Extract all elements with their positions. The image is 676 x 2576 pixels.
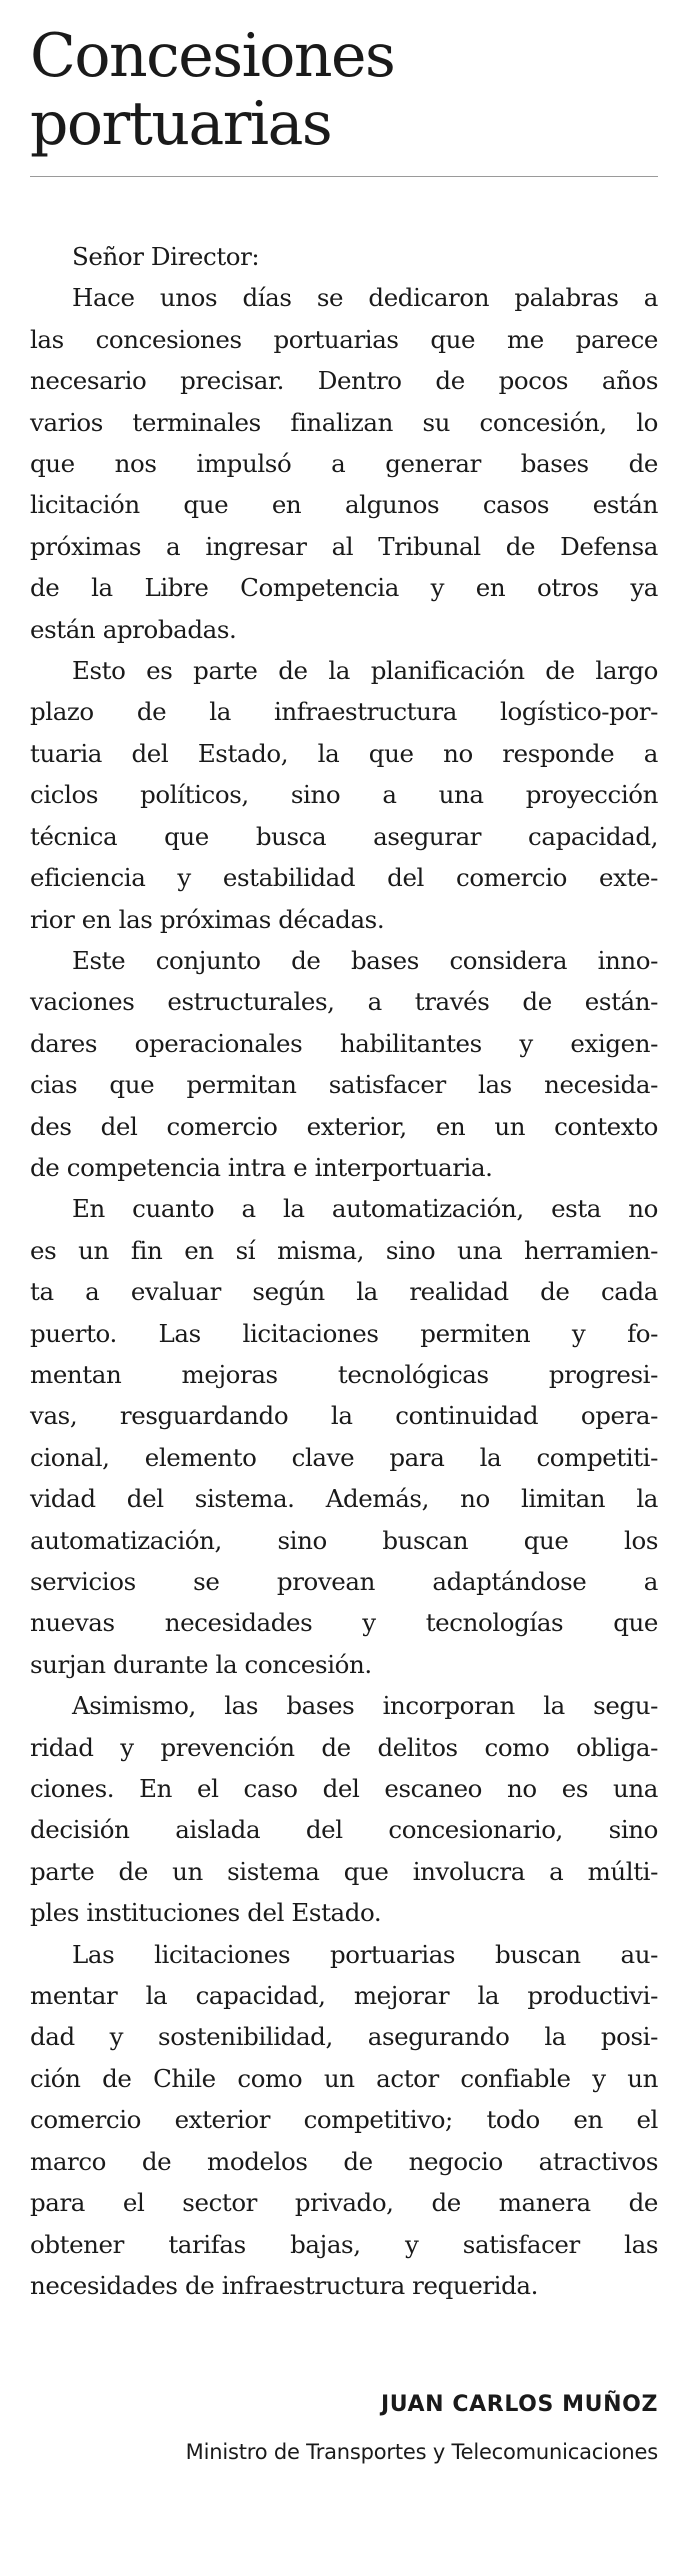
salutation: Señor Director: xyxy=(72,242,260,271)
paragraph-line: dares operacionales habilitantes y exigen- xyxy=(30,1028,658,1058)
paragraph-line: surjan durante la concesión. xyxy=(30,1649,372,1679)
paragraph-line: para el sector privado, de manera de xyxy=(30,2188,658,2218)
paragraph-line: marco de modelos de negocio atractivos xyxy=(30,2146,658,2176)
paragraph-line: ridad y prevención de delitos como obliga- xyxy=(30,1732,658,1762)
paragraph-line: de la Libre Competencia y en otros ya xyxy=(30,573,658,603)
paragraph-line: vidad del sistema. Además, no limitan la xyxy=(30,1484,658,1514)
paragraph-line: necesario precisar. Dentro de pocos años xyxy=(30,366,658,396)
paragraph-line: ciclos políticos, sino a una proyección xyxy=(30,780,658,810)
paragraph-line: eficiencia y estabilidad del comercio exte- xyxy=(30,863,658,893)
paragraph-line: cias que permitan satisfacer las necesida- xyxy=(30,1070,658,1100)
author-role: Ministro de Transportes y Telecomunicaciones xyxy=(185,2440,658,2464)
paragraph-line: dad y sostenibilidad, asegurando la posi- xyxy=(30,2022,658,2052)
headline-divider xyxy=(30,176,658,177)
paragraph-line: las concesiones portuarias que me parece xyxy=(30,324,658,354)
paragraph-line: ción de Chile como un actor confiable y un xyxy=(30,2063,658,2093)
letter-body xyxy=(30,236,658,2306)
paragraph-line: licitación que en algunos casos están xyxy=(30,490,658,520)
paragraph-line: varios terminales finalizan su concesión, lo xyxy=(30,407,658,437)
paragraph-line: Este conjunto de bases considera inno- xyxy=(72,945,658,975)
paragraph-line: Las licitaciones portuarias buscan au- xyxy=(72,1939,658,1969)
paragraph-line: mentar la capacidad, mejorar la productivi- xyxy=(30,1981,658,2011)
paragraph-line: decisión aislada del concesionario, sino xyxy=(30,1815,658,1845)
paragraph-line: técnica que busca asegurar capacidad, xyxy=(30,821,658,851)
paragraph-line: servicios se provean adaptándose a xyxy=(30,1567,658,1596)
paragraph-line: des del comercio exterior, en un contexto xyxy=(30,1111,658,1141)
paragraph-line: Asimismo, las bases incorporan la segu- xyxy=(72,1691,658,1721)
paragraph-line: necesidades de infraestructura requerida. xyxy=(30,2270,538,2300)
paragraph-line: nuevas necesidades y tecnologías que xyxy=(30,1608,658,1638)
paragraph-line: plazo de la infraestructura logístico-por- xyxy=(30,697,658,727)
paragraph-line: puerto. Las licitaciones permiten y fo- xyxy=(30,1318,658,1348)
headline xyxy=(30,22,394,158)
paragraph-line: En cuanto a la automatización, esta no xyxy=(72,1194,658,1224)
paragraph-line: ta a evaluar según la realidad de cada xyxy=(30,1277,658,1307)
headline-line: portuarias xyxy=(30,89,332,159)
paragraph-line: vas, resguardando la continuidad opera- xyxy=(30,1401,658,1431)
paragraph-line: es un fin en sí misma, sino una herramien- xyxy=(30,1235,658,1265)
paragraph-line: cional, elemento clave para la competiti- xyxy=(30,1442,658,1472)
paragraph-line: mentan mejoras tecnológicas progresi- xyxy=(30,1359,658,1389)
paragraph-line: tuaria del Estado, la que no responde a xyxy=(30,738,658,768)
paragraph-line: rior en las próximas décadas. xyxy=(30,904,385,934)
paragraph-line: Esto es parte de la planificación de largo xyxy=(72,656,658,686)
paragraph-line: vaciones estructurales, a través de están- xyxy=(30,987,658,1017)
paragraph-line: comercio exterior competitivo; todo en el xyxy=(30,2105,658,2135)
headline-line: Concesiones xyxy=(30,21,395,91)
author-name: JUAN CARLOS MUÑOZ xyxy=(380,2392,658,2417)
paragraph-line: próximas a ingresar al Tribunal de Defensa xyxy=(30,531,658,561)
paragraph-line: obtener tarifas bajas, y satisfacer las xyxy=(30,2229,658,2259)
paragraph-line: automatización, sino buscan que los xyxy=(30,1525,658,1555)
paragraph-line: ples instituciones del Estado. xyxy=(30,1898,382,1928)
paragraph-line: parte de un sistema que involucra a múlti- xyxy=(30,1856,658,1886)
paragraph-line: que nos impulsó a generar bases de xyxy=(30,449,658,479)
paragraph-line: ciones. En el caso del escaneo no es una xyxy=(30,1774,658,1804)
paragraph-line: están aprobadas. xyxy=(30,614,237,644)
paragraph-line: de competencia intra e interportuaria. xyxy=(30,1152,493,1182)
paragraph-line: Hace unos días se dedicaron palabras a xyxy=(72,283,658,313)
